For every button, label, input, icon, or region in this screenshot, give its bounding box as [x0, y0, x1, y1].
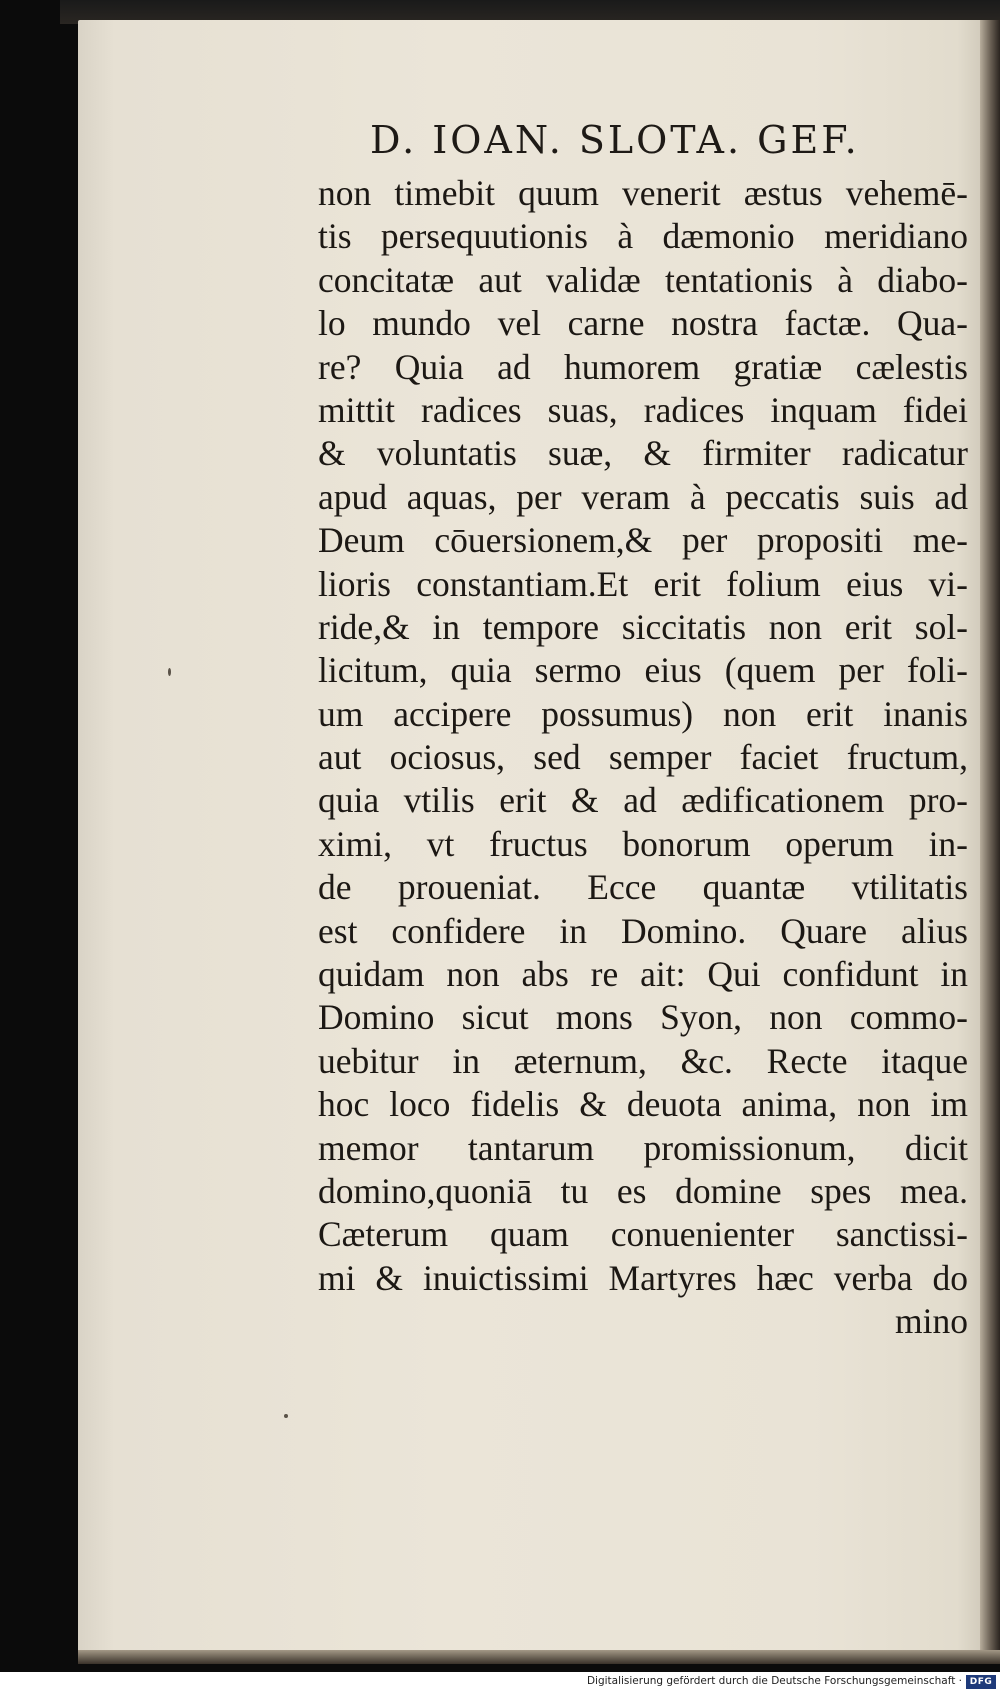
text-line: Domino sicut mons Syon, non commo-	[318, 997, 968, 1038]
text-line: domino,quoniā tu es domine spes mea.	[318, 1170, 968, 1211]
text-line: de proueniat. Ecce quantæ vtilitatis	[318, 867, 968, 908]
text-line: re? Quia ad humorem gratiæ cælestis	[318, 346, 968, 387]
text-line: aut ociosus, sed semper faciet fructum,	[318, 737, 968, 778]
paper-speck	[284, 1414, 288, 1418]
text-line: quidam non abs re ait: Qui confidunt in	[318, 954, 968, 995]
text-line: quia vtilis erit & ad ædificationem pro-	[318, 780, 968, 821]
text-line: & voluntatis suæ, & firmiter radicatur	[318, 433, 968, 474]
text-line: ximi, vt fructus bonorum operum in-	[318, 823, 968, 864]
text-line: hoc loco fidelis & deuota anima, non im	[318, 1084, 968, 1125]
text-line: uebitur in æternum, &c. Recte itaque	[318, 1040, 968, 1081]
body-text	[318, 172, 968, 1344]
text-line: concitatæ aut validæ tentationis à diabo-	[318, 259, 968, 300]
page-edge-bottom	[78, 1650, 1000, 1664]
dfg-logo: DFG	[966, 1675, 996, 1689]
text-line: non timebit quum venerit æstus vehemē-	[318, 173, 968, 213]
footer-credit: Digitalisierung gefördert durch die Deutsche Forschungsgemeinschaft ·	[586, 1675, 962, 1687]
text-line: tis persequutionis à dæmonio meridiano	[318, 216, 968, 257]
text-line: Cæterum quam conuenienter sanctissi-	[318, 1214, 968, 1255]
text-line: mittit radices suas, radices inquam fidei	[318, 389, 968, 430]
text-line: um accipere possumus) non erit inanis	[318, 693, 968, 734]
text-line: licitum, quia sermo eius (quem per foli-	[318, 650, 968, 691]
paper-speck	[168, 668, 171, 676]
text-line: ride,& in tempore siccitatis non erit sol-	[318, 606, 968, 647]
page-edge-right	[980, 20, 1000, 1660]
text-line: lioris constantiam.Et erit folium eius vi-	[318, 563, 968, 604]
text-line: Deum cōuersionem,& per propositi me-	[318, 520, 968, 561]
text-line: mi & inuictissimi Martyres hæc verba do	[318, 1257, 968, 1298]
catchword: mino	[895, 1301, 968, 1342]
text-line: lo mundo vel carne nostra factæ. Qua-	[318, 303, 968, 344]
text-line: est confidere in Domino. Quare alius	[318, 910, 968, 951]
text-line: apud aquas, per veram à peccatis suis ad	[318, 476, 968, 517]
text-line: memor tantarum promissionum, dicit	[318, 1127, 968, 1168]
running-head: D. IOAN. SLOTA. GEF.	[370, 118, 860, 162]
